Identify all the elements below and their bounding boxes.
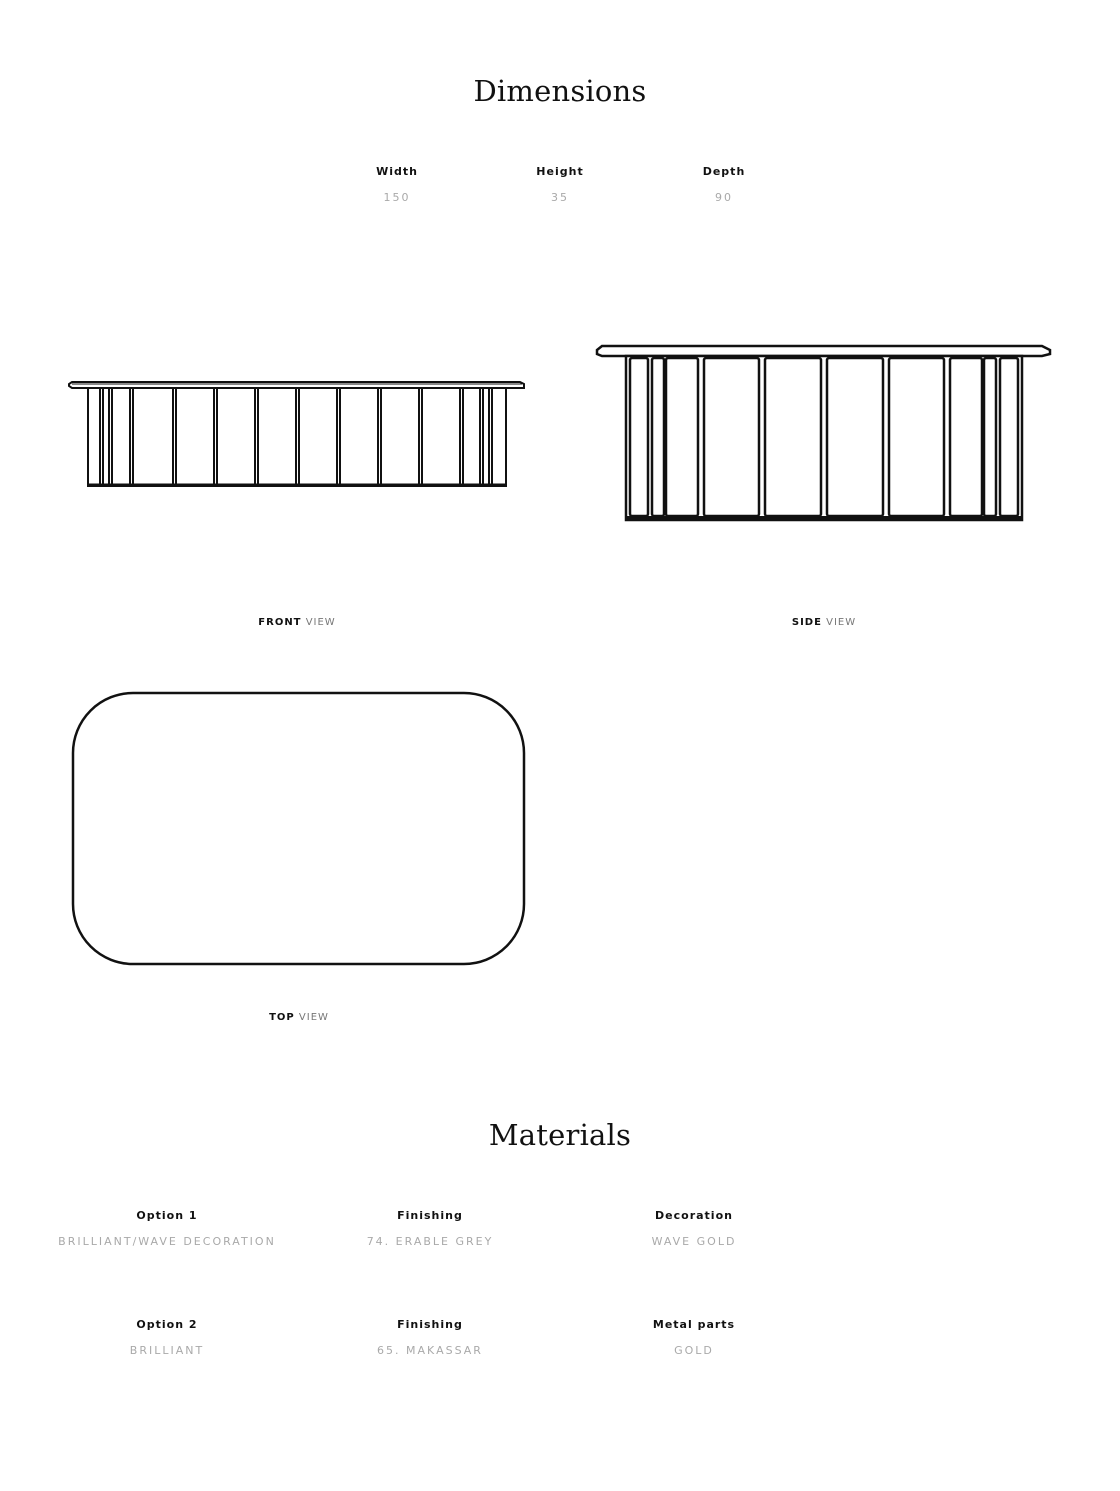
materials-heading: Materials	[488, 1118, 632, 1152]
side-view-caption	[724, 617, 924, 628]
caption-light: VIEW	[301, 617, 336, 628]
material-finishing-2	[320, 1318, 540, 1357]
front-view-drawing	[68, 376, 528, 492]
dimension-label: Depth	[702, 165, 746, 178]
top-view-drawing	[70, 690, 528, 968]
material-value: BRILLIANT/WAVE DECORATION	[58, 1235, 276, 1248]
caption-light: VIEW	[294, 1012, 329, 1023]
material-metal-parts	[584, 1318, 804, 1357]
front-view-caption	[197, 617, 397, 628]
material-label: Finishing	[397, 1318, 463, 1331]
material-value: WAVE GOLD	[651, 1235, 737, 1248]
material-label: Decoration	[655, 1209, 733, 1222]
material-finishing-1	[320, 1209, 540, 1248]
material-decoration	[584, 1209, 804, 1248]
caption-strong: TOP	[269, 1012, 295, 1023]
dimension-label: Height	[536, 165, 584, 178]
material-label: Finishing	[397, 1209, 463, 1222]
material-value: GOLD	[674, 1344, 714, 1357]
dimension-height	[500, 165, 620, 204]
caption-light: VIEW	[821, 617, 857, 628]
dimensions-heading: Dimensions	[473, 74, 647, 108]
material-value: 74. ERABLE GREY	[366, 1235, 494, 1248]
material-label: Metal parts	[652, 1318, 736, 1331]
side-view-drawing	[594, 338, 1054, 526]
dimension-value: 150	[383, 191, 411, 204]
material-option-1	[57, 1209, 277, 1248]
caption-strong: FRONT	[258, 617, 302, 628]
material-label: Option 1	[136, 1209, 198, 1222]
top-view-caption	[199, 1012, 399, 1023]
material-value: 65. MAKASSAR	[377, 1344, 483, 1357]
dimension-width	[337, 165, 457, 204]
dimension-value: 90	[715, 191, 733, 204]
dimension-label: Width	[376, 165, 418, 178]
material-option-2	[57, 1318, 277, 1357]
material-value: BRILLIANT	[129, 1344, 205, 1357]
material-label: Option 2	[136, 1318, 198, 1331]
dimension-value: 35	[551, 191, 569, 204]
dimension-depth	[664, 165, 784, 204]
caption-strong: SIDE	[791, 617, 822, 628]
